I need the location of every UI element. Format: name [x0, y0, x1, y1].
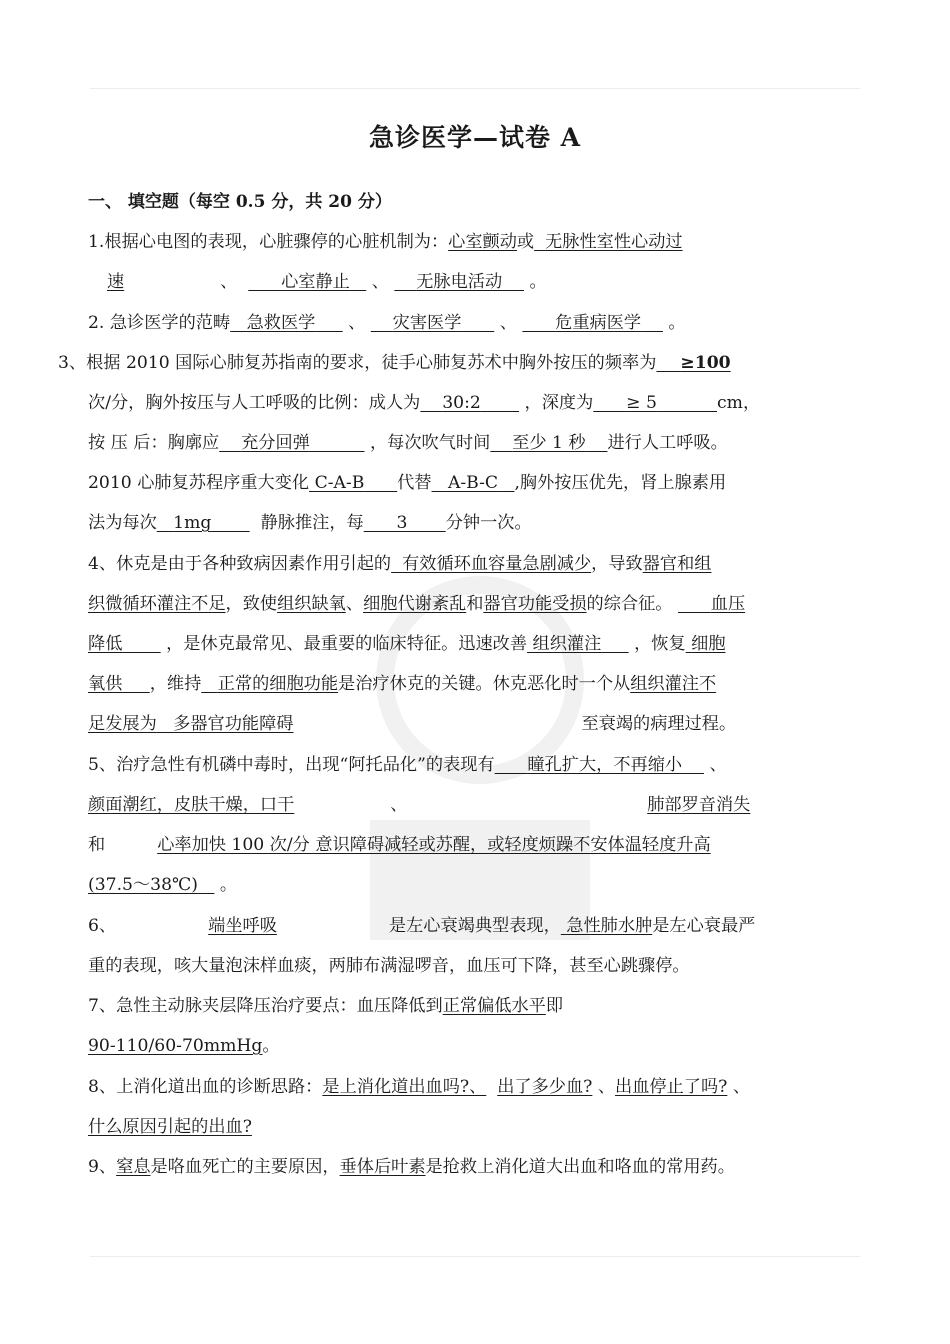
q3-line2: 次/分，胸外按压与人工呼吸的比例：成人为 30:2 ，深度为 ≥ 5 cm， [88, 393, 761, 413]
q4-line3: 降低 ，是休克最常见、最重要的临床特征。迅速改善 组织灌注 ，恢复 细胞 [88, 634, 726, 654]
q5-line1: 5、治疗急性有机磷中毒时，出现“阿托品化”的表现有 瞳孔扩大，不再缩小 、 [88, 755, 727, 775]
q2-line1: 2. 急诊医学的范畴 急救医学 、 灾害医学 、 危重病医学 。 [88, 313, 686, 333]
q5-line3: 和 心率加快 100 次/分 意识障碍减轻或苏醒，或轻度烦躁不安体温轻度升高 [88, 835, 711, 855]
q3-line4: 2010 心肺复苏程序重大变化 C-A-B 代替 A-B-C ,胸外按压优先，肾上腺素用 [88, 473, 727, 493]
q5-line4: (37.5～38℃) 。 [88, 875, 238, 895]
q8-line1: 8、上消化道出血的诊断思路：是上消化道出血吗?、 出了多少血? 、出血停止了吗? 、 [88, 1077, 751, 1097]
page-title: 急诊医学—试卷 A [368, 123, 582, 152]
q6-line1: 6、 端坐呼吸 是左心衰竭典型表现， 急性肺水肿是左心衰最严 [88, 916, 756, 936]
q7-line1: 7、急性主动脉夹层降压治疗要点：血压降低到正常偏低水平即 [88, 996, 564, 1016]
q4-line2: 织微循环灌注不足，致使组织缺氧、细胞代谢紊乱和器官功能受损的综合征。 血压 [88, 594, 746, 614]
header-rule [90, 88, 860, 89]
footer-rule [90, 1256, 860, 1257]
q3-line1: 3、根据 2010 国际心肺复苏指南的要求，徒手心肺复苏术中胸外按压的频率为 ≥100 [58, 353, 731, 373]
q4-line1: 4、休克是由于各种致病因素作用引起的 有效循环血容量急剧减少，导致器官和组 [88, 554, 712, 574]
q5-line2: 颜面潮红，皮肤干燥，口干 、 肺部罗音消失 [88, 795, 751, 815]
q4-line5: 足发展为 多器官功能障碍 至衰竭的病理过程。 [88, 714, 737, 734]
q9-line1: 9、窒息是咯血死亡的主要原因，垂体后叶素是抢救上消化道大出血和咯血的常用药。 [88, 1157, 735, 1177]
q3-line3: 按 压 后：胸廓应 充分回弹 ，每次吹气时间 至少 1 秒 进行人工呼吸。 [88, 433, 728, 453]
q6-line2: 重的表现，咳大量泡沫样血痰，两肺布满湿啰音，血压可下降，甚至心跳骤停。 [88, 956, 690, 976]
section-heading: 一、 填空题（每空 0.5 分，共 20 分） [88, 192, 392, 212]
q4-line4: 氧供 ，维持 正常的细胞功能是治疗休克的关键。休克恶化时一个从组织灌注不 [88, 674, 717, 694]
q1-line2: 速 、 心室静止 、 无脉电活动 。 [107, 272, 547, 292]
q7-line2: 90-110/60-70mmHg。 [88, 1036, 280, 1056]
q1-line1: 1.根据心电图的表现，心脏骤停的心脏机制为：心室颤动或 无脉性室性心动过 [88, 232, 683, 252]
q3-line5: 法为每次 1mg 静脉推注，每 3 分钟一次。 [88, 513, 532, 533]
q8-line2: 什么原因引起的出血? [88, 1117, 252, 1137]
